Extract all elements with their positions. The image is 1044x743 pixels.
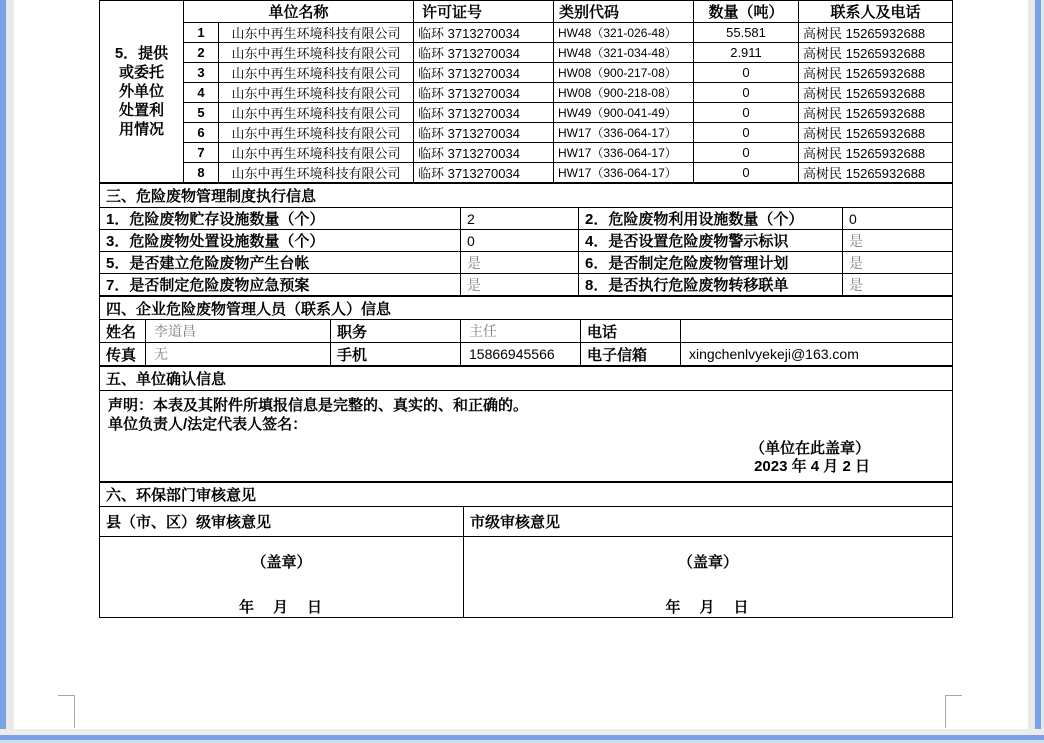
county-review-label: 县（市、区）级审核意见 bbox=[100, 507, 464, 537]
side-label-line: 用情况 bbox=[118, 121, 164, 138]
company-name: 山东中再生环境科技有限公司 bbox=[219, 143, 414, 163]
title-value: 主任 bbox=[461, 320, 581, 343]
section4-title-row bbox=[100, 297, 953, 320]
quantity-tons: 0 bbox=[694, 83, 799, 103]
field-value: 是 bbox=[461, 252, 579, 274]
phone-label: 电话 bbox=[581, 320, 681, 343]
table-row bbox=[100, 274, 953, 296]
contact-phone: 高树民 15265932688 bbox=[799, 63, 953, 83]
contact-phone: 高树民 15265932688 bbox=[799, 143, 953, 163]
field-label: 8．是否执行危险废物转移联单 bbox=[579, 274, 843, 296]
company-name: 山东中再生环境科技有限公司 bbox=[219, 103, 414, 123]
company-name: 山东中再生环境科技有限公司 bbox=[219, 63, 414, 83]
waste-code: HW48（321-026-48） bbox=[554, 23, 694, 43]
field-value: 0 bbox=[461, 230, 579, 252]
date-placeholder: 年 月 日 bbox=[665, 599, 751, 616]
column-header-unit-name: 单位名称 bbox=[184, 1, 414, 23]
quantity-tons: 0 bbox=[694, 123, 799, 143]
name-label: 姓名 bbox=[100, 320, 146, 343]
date-placeholder: 年 月 日 bbox=[238, 599, 324, 616]
external-disposal-table bbox=[99, 0, 953, 183]
statement-line2: 单位负责人/法定代表人签名： bbox=[108, 416, 308, 433]
section5-side-label bbox=[100, 1, 184, 183]
name-value: 李道昌 bbox=[146, 320, 331, 343]
section6-title-row bbox=[100, 483, 953, 507]
row-number: 2 bbox=[184, 43, 219, 63]
window-border-bottom bbox=[0, 735, 1044, 740]
manager-contact-table bbox=[99, 296, 953, 366]
fax-label: 传真 bbox=[100, 343, 146, 366]
table-row bbox=[100, 43, 953, 63]
section5-title-row bbox=[100, 367, 953, 391]
table-row bbox=[100, 163, 953, 183]
field-value: 是 bbox=[461, 274, 579, 296]
window-inset-left bbox=[6, 0, 14, 743]
section5-title: 五、单位确认信息 bbox=[100, 367, 953, 391]
field-label: 5．是否建立危险废物产生台帐 bbox=[100, 252, 461, 274]
unit-confirmation-table bbox=[99, 366, 953, 482]
mobile-label: 手机 bbox=[331, 343, 461, 366]
field-label: 4．是否设置危险废物警示标识 bbox=[579, 230, 843, 252]
quantity-tons: 55.581 bbox=[694, 23, 799, 43]
waste-code: HW17（336-064-17） bbox=[554, 163, 694, 183]
section6-title: 六、环保部门审核意见 bbox=[100, 483, 953, 507]
row-number: 1 bbox=[184, 23, 219, 43]
license-number: 临环 3713270034 bbox=[414, 83, 554, 103]
mobile-value: 15866945566 bbox=[461, 343, 581, 366]
row-number: 5 bbox=[184, 103, 219, 123]
company-name: 山东中再生环境科技有限公司 bbox=[219, 83, 414, 103]
waste-code: HW49（900-041-49） bbox=[554, 103, 694, 123]
window-border-left bbox=[0, 0, 6, 743]
waste-code: HW17（336-064-17） bbox=[554, 143, 694, 163]
margin-crop-mark-left bbox=[58, 695, 75, 728]
license-number: 临环 3713270034 bbox=[414, 143, 554, 163]
city-review-label: 市级审核意见 bbox=[464, 507, 953, 537]
field-value: 0 bbox=[843, 208, 953, 230]
field-label: 3．危险废物处置设施数量（个） bbox=[100, 230, 461, 252]
row-number: 7 bbox=[184, 143, 219, 163]
quantity-tons: 0 bbox=[694, 103, 799, 123]
quantity-tons: 0 bbox=[694, 143, 799, 163]
table-row bbox=[100, 123, 953, 143]
column-header-contact: 联系人及电话 bbox=[799, 1, 953, 23]
table-row bbox=[100, 83, 953, 103]
print-page bbox=[99, 0, 952, 618]
quantity-tons: 0 bbox=[694, 63, 799, 83]
table-row bbox=[100, 208, 953, 230]
license-number: 临环 3713270034 bbox=[414, 63, 554, 83]
review-opinion-table bbox=[99, 482, 953, 618]
license-number: 临环 3713270034 bbox=[414, 103, 554, 123]
contact-phone: 高树民 15265932688 bbox=[799, 163, 953, 183]
table-row bbox=[100, 143, 953, 163]
email-value: xingchenlvyekeji@163.com bbox=[681, 343, 953, 366]
quantity-tons: 2.911 bbox=[694, 43, 799, 63]
license-number: 临环 3713270034 bbox=[414, 43, 554, 63]
side-label-line: 外单位 bbox=[118, 83, 164, 100]
table-row bbox=[100, 252, 953, 274]
row-number: 6 bbox=[184, 123, 219, 143]
waste-code: HW08（900-218-08） bbox=[554, 83, 694, 103]
waste-code: HW08（900-217-08） bbox=[554, 63, 694, 83]
stamp-placeholder: （盖章） bbox=[251, 554, 312, 571]
fax-value: 无 bbox=[146, 343, 331, 366]
statement-line1: 声明：本表及其附件所填报信息是完整的、真实的、和正确的。 bbox=[108, 397, 529, 414]
row-number: 3 bbox=[184, 63, 219, 83]
field-label: 1．危险废物贮存设施数量（个） bbox=[100, 208, 461, 230]
table-row bbox=[100, 63, 953, 83]
table-row bbox=[100, 23, 953, 43]
stamp-placeholder: （盖章） bbox=[678, 554, 739, 571]
row-number: 4 bbox=[184, 83, 219, 103]
side-label-line: 或委托 bbox=[118, 64, 164, 81]
field-value: 是 bbox=[843, 230, 953, 252]
table-header-row bbox=[100, 1, 953, 23]
section4-title: 四、企业危险废物管理人员（联系人）信息 bbox=[100, 297, 953, 320]
waste-code: HW17（336-064-17） bbox=[554, 123, 694, 143]
field-value: 2 bbox=[461, 208, 579, 230]
row-number: 8 bbox=[184, 163, 219, 183]
section3-title-row bbox=[100, 184, 953, 208]
table-row bbox=[100, 391, 953, 482]
email-label: 电子信箱 bbox=[581, 343, 681, 366]
contact-phone: 高树民 15265932688 bbox=[799, 43, 953, 63]
table-row bbox=[100, 230, 953, 252]
table-row bbox=[100, 507, 953, 537]
column-header-category-code: 类别代码 bbox=[554, 1, 694, 23]
quantity-tons: 0 bbox=[694, 163, 799, 183]
field-label: 6．是否制定危险废物管理计划 bbox=[579, 252, 843, 274]
company-name: 山东中再生环境科技有限公司 bbox=[219, 123, 414, 143]
statement-cell bbox=[100, 391, 953, 482]
unit-seal-note: （单位在此盖章） bbox=[749, 440, 870, 457]
side-label-line: 处置利 bbox=[118, 102, 164, 119]
column-header-quantity: 数量（吨） bbox=[694, 1, 799, 23]
waste-code: HW48（321-034-48） bbox=[554, 43, 694, 63]
confirmation-date: 2023 年 4 月 2 日 bbox=[754, 458, 870, 475]
field-label: 2．危险废物利用设施数量（个） bbox=[579, 208, 843, 230]
field-value: 是 bbox=[843, 252, 953, 274]
county-stamp-area bbox=[100, 537, 464, 618]
city-stamp-area bbox=[464, 537, 953, 618]
company-name: 山东中再生环境科技有限公司 bbox=[219, 43, 414, 63]
contact-phone: 高树民 15265932688 bbox=[799, 83, 953, 103]
company-name: 山东中再生环境科技有限公司 bbox=[219, 23, 414, 43]
license-number: 临环 3713270034 bbox=[414, 23, 554, 43]
table-row bbox=[100, 537, 953, 618]
license-number: 临环 3713270034 bbox=[414, 123, 554, 143]
title-label: 职务 bbox=[331, 320, 461, 343]
field-value: 是 bbox=[843, 274, 953, 296]
contact-phone: 高树民 15265932688 bbox=[799, 123, 953, 143]
window-border-right bbox=[1035, 0, 1041, 743]
table-row bbox=[100, 320, 953, 343]
section3-title: 三、危险废物管理制度执行信息 bbox=[100, 184, 953, 208]
window-inset-right bbox=[1028, 0, 1035, 743]
margin-crop-mark-right bbox=[945, 695, 962, 728]
table-row bbox=[100, 343, 953, 366]
contact-phone: 高树民 15265932688 bbox=[799, 103, 953, 123]
license-number: 临环 3713270034 bbox=[414, 163, 554, 183]
management-system-table bbox=[99, 183, 953, 296]
table-row bbox=[100, 103, 953, 123]
column-header-license: 许可证号 bbox=[414, 1, 554, 23]
field-label: 7．是否制定危险废物应急预案 bbox=[100, 274, 461, 296]
company-name: 山东中再生环境科技有限公司 bbox=[219, 163, 414, 183]
side-label-line: 5．提供 bbox=[114, 45, 169, 62]
contact-phone: 高树民 15265932688 bbox=[799, 23, 953, 43]
phone-value bbox=[681, 320, 953, 343]
